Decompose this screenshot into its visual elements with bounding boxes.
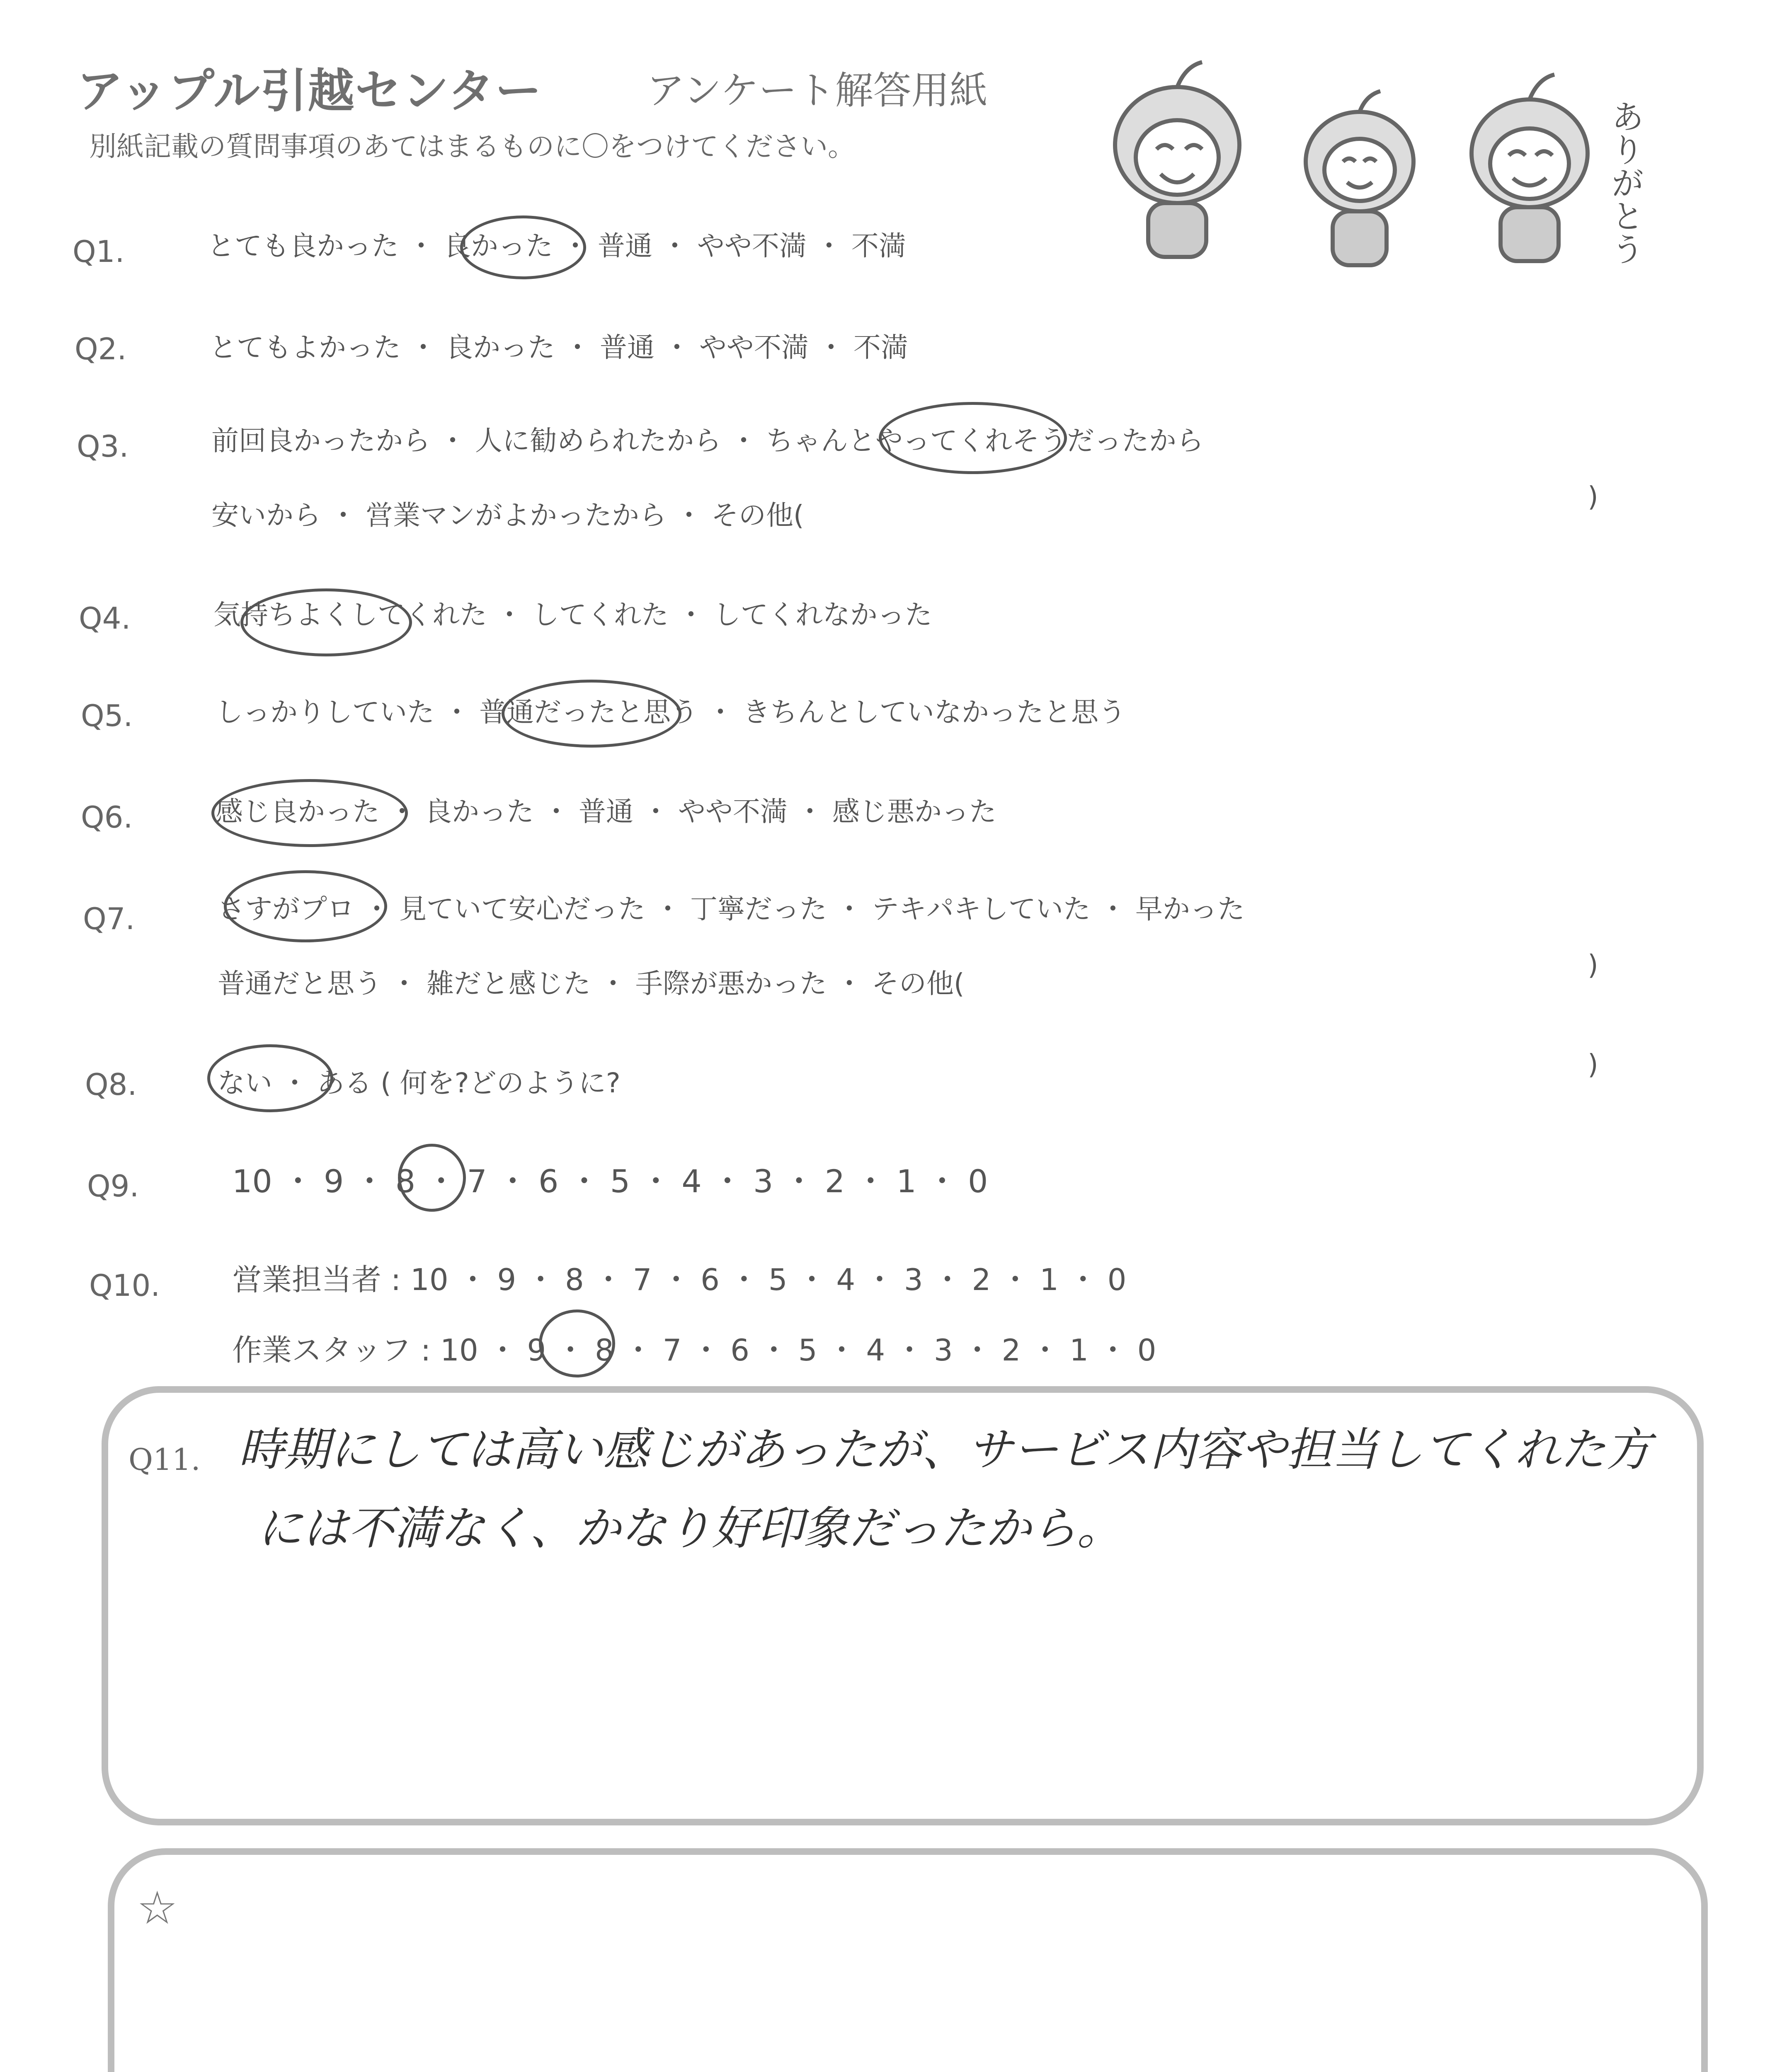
q9-answer-circle	[398, 1144, 466, 1212]
q11-answer-line2: には不満なく、かなり好印象だったから。	[257, 1502, 1123, 1555]
star-comment-box	[108, 1848, 1708, 2072]
q3-options-line1: 前回良かったから ・ 人に勧められたから ・ ちゃんとやってくれそうだったから	[211, 425, 1204, 457]
q7-answer-circle	[224, 870, 387, 942]
q5-label: Q5.	[81, 698, 133, 733]
q7-label: Q7.	[83, 901, 135, 936]
q6-options: 感じ良かった ・ 良かった ・ 普通 ・ やや不満 ・ 感じ悪かった	[216, 796, 996, 828]
q4-options: 気持ちよくしてくれた ・ してくれた ・ してくれなかった	[213, 599, 932, 631]
q3-paren: )	[1588, 481, 1598, 513]
q7-options-line2: 普通だと思う ・ 雑だと感じた ・ 手際が悪かった ・ その他(	[218, 968, 965, 1000]
q5-answer-circle	[502, 680, 681, 748]
q11-answer-line1: 時期にしては高い感じがあったが、サービス内容や担当してくれた方	[238, 1423, 1651, 1476]
q1-options: とても良かった ・ 良かった ・ 普通 ・ やや不満 ・ 不満	[207, 230, 906, 262]
q3-label: Q3.	[77, 429, 129, 464]
q8-answer-circle	[207, 1044, 333, 1112]
q8-paren: )	[1588, 1048, 1598, 1080]
q2-label: Q2.	[75, 332, 127, 366]
instruction-text: 別紙記載の質問事項のあてはまるものに〇をつけてください。	[89, 131, 855, 162]
q6-label: Q6.	[81, 800, 133, 835]
q5-options: しっかりしていた ・ 普通だったと思う ・ きちんとしていなかったと思う	[216, 696, 1126, 728]
q8-label: Q8.	[85, 1067, 137, 1102]
q4-answer-circle	[240, 588, 412, 656]
q7-options-line1: さすがプロ ・ 見ていて安心だった ・ 丁寧だった ・ テキパキしていた ・ 早かった	[218, 893, 1245, 925]
q1-label: Q1.	[73, 234, 125, 269]
q9-scale: 10 ・ 9 ・ 8 ・ 7 ・ 6 ・ 5 ・ 4 ・ 3 ・ 2 ・ 1 ・ 0	[232, 1163, 988, 1200]
q6-answer-circle	[211, 779, 408, 847]
mascot-thanks-text: ありがとう	[1605, 99, 1644, 265]
q3-answer-circle	[879, 402, 1067, 474]
q2-options: とてもよかった ・ 良かった ・ 普通 ・ やや不満 ・ 不満	[209, 332, 908, 363]
q10-label: Q10.	[89, 1268, 160, 1303]
q7-paren: )	[1588, 949, 1598, 981]
q1-answer-circle	[460, 215, 586, 279]
q4-label: Q4.	[79, 601, 131, 636]
q10-staff-scale: 作業スタッフ : 10 ・ 9 ・ 8 ・ 7 ・ 6 ・ 5 ・ 4 ・ 3 ・ 2 ・ 1 ・ 0	[232, 1333, 1156, 1368]
q10-sales-scale: 営業担当者 : 10 ・ 9 ・ 8 ・ 7 ・ 6 ・ 5 ・ 4 ・ 3 ・ 2 ・ 1 ・ 0	[232, 1262, 1127, 1297]
q8-options: ない ・ ある ( 何を?どのように?	[218, 1067, 621, 1099]
q3-options-line2: 安いから ・ 営業マンがよかったから ・ その他(	[211, 499, 804, 531]
mascot-illustration	[1094, 50, 1675, 282]
form-subtitle: アンケート解答用紙	[647, 68, 988, 113]
q10-staff-answer-circle	[539, 1310, 615, 1377]
form-title: アップル引越センター	[77, 64, 543, 118]
q11-label: Q11.	[128, 1442, 201, 1477]
star-icon: ☆	[137, 1881, 178, 1934]
q9-label: Q9.	[87, 1169, 139, 1203]
